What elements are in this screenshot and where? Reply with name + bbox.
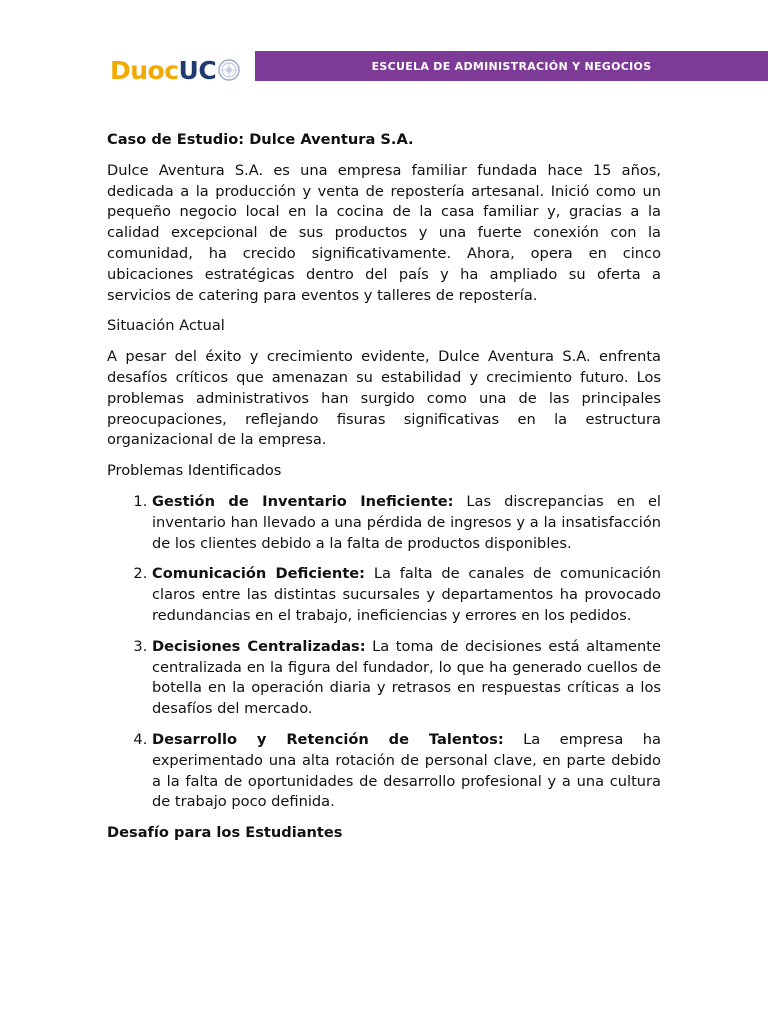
logo-text-duoc: Duoc	[110, 55, 179, 85]
problem-label: Decisiones Centralizadas:	[152, 637, 366, 655]
problems-list	[107, 492, 661, 813]
list-item	[152, 564, 661, 626]
problem-text: Las discrepancias en el inventario han llevado a una pérdida de ingresos y a la insatisfacción de los clientes debido a la falta de productos disponibles.	[152, 492, 661, 552]
document-body	[107, 130, 661, 854]
problem-text: La empresa ha experimentado una alta rotación de personal clave, en parte debido a la falta de oportunidades de desarrollo profesional y a una cultura de trabajo poco definida.	[152, 730, 661, 811]
challenge-heading: Desafío para los Estudiantes	[107, 824, 343, 842]
logo-text-uc: UC	[178, 55, 217, 85]
page-header	[0, 0, 768, 100]
duoc-uc-logo	[110, 53, 240, 87]
school-banner	[255, 51, 768, 81]
problem-label: Comunicación Deficiente:	[152, 565, 366, 583]
case-title: Caso de Estudio: Dulce Aventura S.A.	[107, 131, 414, 148]
problem-label: Gestión de Inventario Ineficiente:	[152, 492, 454, 510]
list-item	[152, 730, 661, 813]
intro-paragraph: Dulce Aventura S.A. es una empresa familiar fundada hace 15 años, dedicada a la producción y venta de repostería artesanal. Inició como un pequeño negocio local en la cocina de la casa familiar y, gracias a la calidad excepcional de sus productos y una fuerte conexión con la comunidad, ha crecido significativamente. Ahora, opera en cinco ubicaciones estratégicas dentro del país y ha ampliado su oferta a servicios de catering para eventos y talleres de repostería.	[107, 161, 661, 304]
problem-label: Desarrollo y Retención de Talentos:	[152, 730, 504, 748]
school-name: ESCUELA DE ADMINISTRACIÓN Y NEGOCIOS	[371, 59, 652, 73]
university-seal-icon	[218, 59, 240, 81]
list-item	[152, 492, 661, 554]
list-item	[152, 637, 661, 720]
situation-heading: Situación Actual	[107, 317, 225, 335]
problem-text: La toma de decisiones está altamente centralizada en la figura del fundador, lo que ha generado cuellos de botella en la operación diaria y retrasos en respuestas críticas a los desafíos del mercado.	[152, 637, 661, 718]
problems-heading: Problemas Identificados	[107, 462, 282, 480]
situation-paragraph: A pesar del éxito y crecimiento evidente, Dulce Aventura S.A. enfrenta desafíos críticos que amenazan su estabilidad y crecimiento futuro. Los problemas administrativos han surgido como una de las principales preocupaciones, reflejando fisuras significativas en la estructura organizacional de la empresa.	[107, 348, 661, 449]
problem-text: La falta de canales de comunicación claros entre las distintas sucursales y departamentos ha provocado redundancias en el trabajo, ineficiencias y errores en los pedidos.	[152, 565, 661, 624]
